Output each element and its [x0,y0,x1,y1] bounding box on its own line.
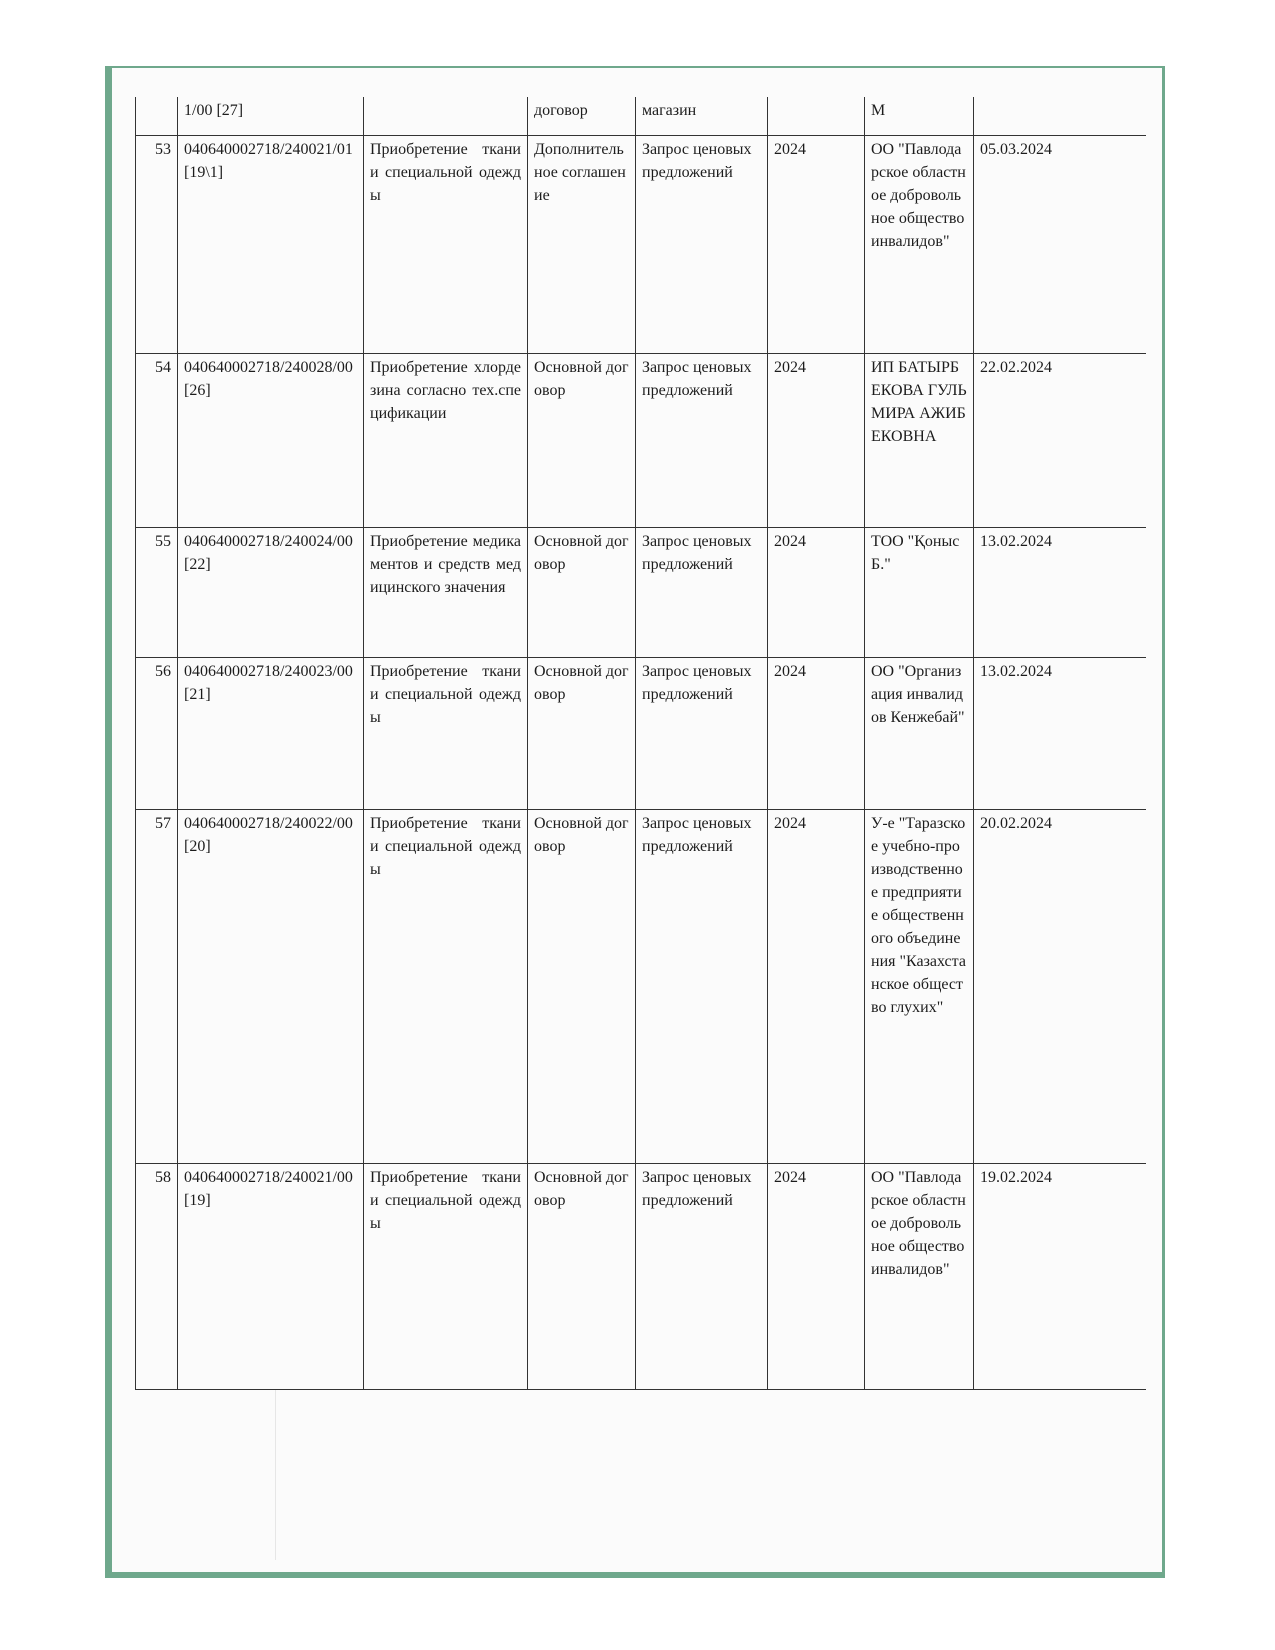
cell-date: 22.02.2024 [974,353,1146,527]
cell-code: 040640002718/240028/00 [26] [178,353,364,527]
cell-code: 040640002718/240022/00 [20] [178,809,364,1163]
cell-num: 53 [136,135,178,353]
cell-year: 2024 [768,1163,865,1389]
cell-name [364,97,528,135]
cell-org: ТОО "Қоныс Б." [865,527,974,657]
cell-code: 040640002718/240024/00 [22] [178,527,364,657]
cell-date: 19.02.2024 [974,1163,1146,1389]
cell-num: 55 [136,527,178,657]
cell-name: Приобретение медикаментов и средств медицинского значения [364,527,528,657]
cell-type: Основной договор [528,1163,636,1389]
cell-num: 58 [136,1163,178,1389]
cell-name: Приобретение ткани и специальной одежды [364,135,528,353]
cell-year [768,97,865,135]
cell-date: 05.03.2024 [974,135,1146,353]
cell-date [974,97,1146,135]
cell-method: Запрос ценовых предложений [636,353,768,527]
cell-method: магазин [636,97,768,135]
cell-year: 2024 [768,809,865,1163]
table-row [136,1163,1146,1389]
cell-name: Приобретение ткани и специальной одежды [364,657,528,809]
cell-date: 20.02.2024 [974,809,1146,1163]
cell-org: ИП БАТЫРБЕКОВА ГУЛЬМИРА АЖИБЕКОВНА [865,353,974,527]
cell-year: 2024 [768,657,865,809]
cell-org: М [865,97,974,135]
cell-type: договор [528,97,636,135]
cell-code: 1/00 [27] [178,97,364,135]
contracts-table [135,97,1146,1390]
cell-type: Основной договор [528,657,636,809]
cell-method: Запрос ценовых предложений [636,809,768,1163]
cell-num: 54 [136,353,178,527]
cell-method: Запрос ценовых предложений [636,657,768,809]
cell-type: Основной договор [528,527,636,657]
cell-year: 2024 [768,353,865,527]
table-row [136,527,1146,657]
table-row [136,657,1146,809]
cell-method: Запрос ценовых предложений [636,527,768,657]
cell-org: ОО "Организация инвалидов Кенжебай" [865,657,974,809]
cell-org: ОО "Павлодарское областное добровольное общество инвалидов" [865,135,974,353]
cell-date: 13.02.2024 [974,527,1146,657]
cell-org: ОО "Павлодарское областное добровольное общество инвалидов" [865,1163,974,1389]
table-row [136,353,1146,527]
cell-method: Запрос ценовых предложений [636,135,768,353]
cell-type: Основной договор [528,809,636,1163]
cell-num: 57 [136,809,178,1163]
cell-num [136,97,178,135]
cell-org: У-е "Таразское учебно-производственное предприятие общественного объединения "Казахстанское общество глухих" [865,809,974,1163]
cell-year: 2024 [768,527,865,657]
cell-name: Приобретение ткани и специальной одежды [364,809,528,1163]
cell-num: 56 [136,657,178,809]
cell-code: 040640002718/240021/01 [19\1] [178,135,364,353]
table-row [136,809,1146,1163]
scan-artifact [275,1390,276,1560]
cell-year: 2024 [768,135,865,353]
cell-date: 13.02.2024 [974,657,1146,809]
cell-type: Основной договор [528,353,636,527]
cell-name: Приобретение хлордезина согласно тех.спецификации [364,353,528,527]
table-row [136,135,1146,353]
cell-code: 040640002718/240023/00 [21] [178,657,364,809]
cell-code: 040640002718/240021/00 [19] [178,1163,364,1389]
cell-name: Приобретение ткани и специальной одежды [364,1163,528,1389]
table-row [136,97,1146,135]
cell-type: Дополнительное соглашение [528,135,636,353]
cell-method: Запрос ценовых предложений [636,1163,768,1389]
